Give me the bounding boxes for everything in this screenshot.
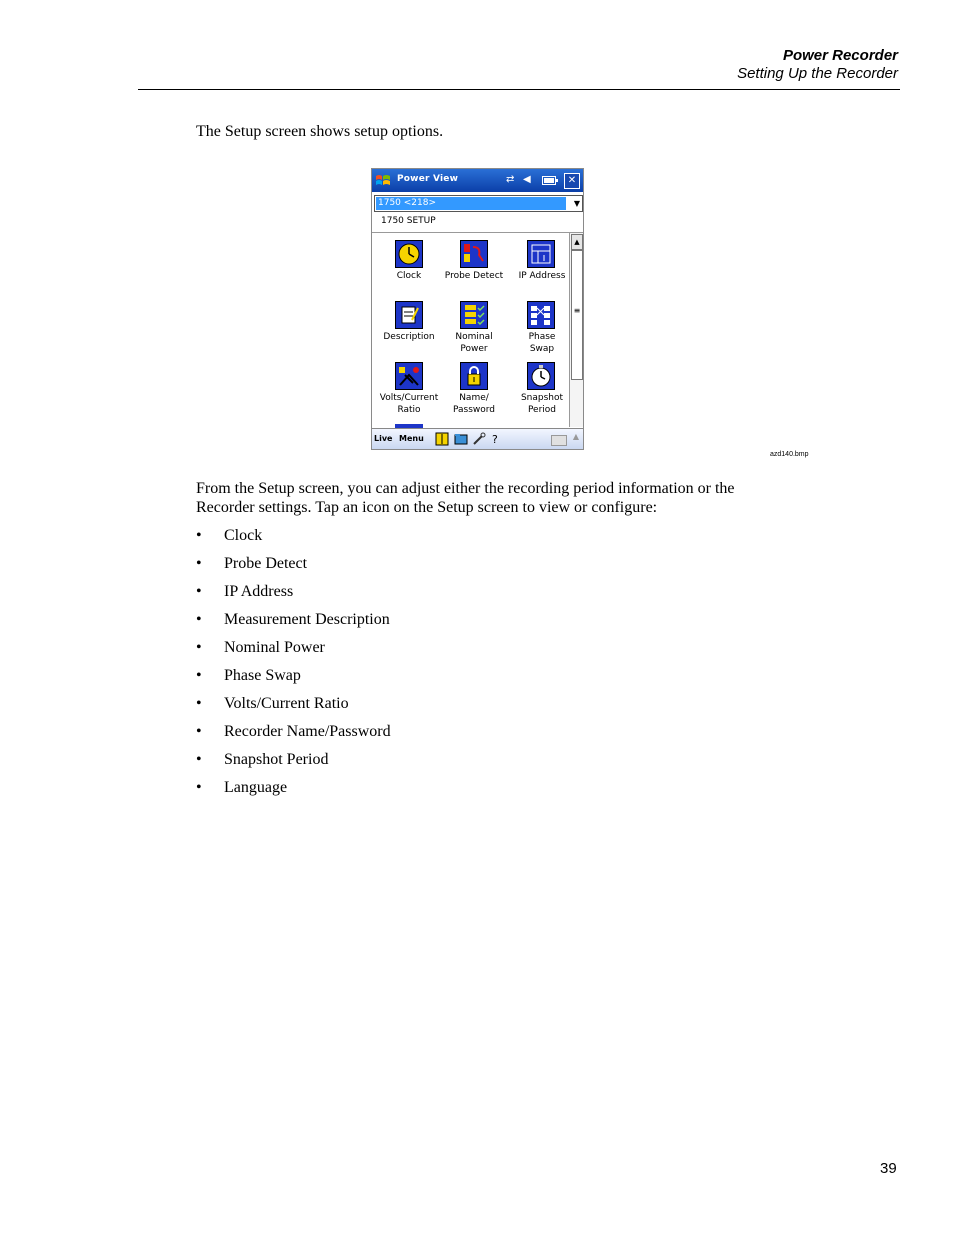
scrollbar[interactable] bbox=[569, 233, 583, 427]
volts-current-ratio-icon bbox=[395, 362, 423, 390]
header-title: Power Recorder bbox=[782, 47, 898, 64]
chevron-down-icon[interactable]: ▼ bbox=[573, 199, 580, 208]
tile-phase-swap[interactable] bbox=[510, 300, 574, 356]
tile-clock[interactable] bbox=[376, 239, 442, 287]
tools-icon[interactable] bbox=[472, 432, 486, 446]
app-title: Power View bbox=[397, 174, 459, 184]
tile-label: Name/ Password bbox=[452, 393, 496, 415]
tile-label: Description bbox=[383, 332, 435, 342]
probe-detect-icon bbox=[460, 240, 488, 268]
clock-icon bbox=[395, 240, 423, 268]
help-icon[interactable] bbox=[489, 432, 503, 446]
bullet: • bbox=[196, 527, 202, 544]
svg-text:?: ? bbox=[492, 433, 498, 446]
dropdown-value: 1750 <218> bbox=[376, 197, 566, 210]
tile-name-password[interactable] bbox=[438, 361, 510, 417]
softkey-live[interactable]: Live bbox=[374, 434, 393, 443]
description-icon bbox=[395, 301, 423, 329]
chevron-up-icon[interactable]: ▲ bbox=[572, 432, 579, 441]
bullet: • bbox=[196, 779, 202, 796]
phase-swap-icon bbox=[527, 301, 555, 329]
device-screenshot bbox=[371, 168, 584, 450]
bullet: • bbox=[196, 695, 202, 712]
tile-label: Probe Detect bbox=[444, 271, 504, 281]
tile-nominal-power[interactable] bbox=[438, 300, 510, 356]
name-password-icon bbox=[460, 362, 488, 390]
page-number: 39 bbox=[880, 1160, 897, 1177]
snapshot-period-icon bbox=[527, 362, 555, 390]
bottom-bar bbox=[372, 428, 583, 450]
softkey-menu[interactable]: Menu bbox=[399, 434, 424, 443]
speaker-icon[interactable]: ◀ bbox=[523, 174, 531, 185]
folder-icon[interactable] bbox=[454, 432, 468, 446]
keyboard-icon[interactable] bbox=[551, 435, 567, 446]
tile-ip-address[interactable] bbox=[510, 239, 574, 287]
bullet: • bbox=[196, 667, 202, 684]
windows-start-icon[interactable] bbox=[375, 173, 391, 188]
tile-snapshot-period[interactable] bbox=[510, 361, 574, 417]
battery-icon[interactable] bbox=[542, 176, 558, 185]
tile-label: Volts/Current Ratio bbox=[379, 393, 439, 415]
bullet: • bbox=[196, 583, 202, 600]
scrollbar-thumb[interactable] bbox=[571, 250, 583, 380]
nominal-power-icon bbox=[460, 301, 488, 329]
tile-label: Phase Swap bbox=[528, 332, 556, 354]
scroll-up-arrow-icon[interactable]: ▲ bbox=[571, 234, 583, 250]
recorder-dropdown[interactable] bbox=[374, 195, 583, 212]
tile-label: Nominal Power bbox=[455, 332, 493, 354]
header-subtitle: Setting Up the Recorder bbox=[737, 65, 898, 82]
figure-caption: azd140.bmp bbox=[770, 451, 809, 458]
tile-volts-current-ratio[interactable] bbox=[376, 361, 442, 417]
body-paragraph: From the Setup screen, you can adjust either the recording period information or the Recorder settings. Tap an icon on the Setup screen to view or configure: bbox=[196, 480, 735, 516]
bullet: • bbox=[196, 723, 202, 740]
bullet: • bbox=[196, 611, 202, 628]
tile-label: IP Address bbox=[518, 271, 566, 281]
separator bbox=[372, 232, 583, 233]
tile-label: Clock bbox=[396, 271, 422, 281]
connectivity-icon[interactable]: ⇄ bbox=[506, 174, 515, 185]
title-bar bbox=[372, 169, 583, 192]
ip-address-icon bbox=[527, 240, 555, 268]
bullet: • bbox=[196, 555, 202, 572]
meter-icon[interactable] bbox=[435, 432, 449, 446]
section-label: 1750 SETUP bbox=[381, 216, 436, 226]
grip-icon: ≡ bbox=[573, 306, 581, 315]
tile-label: Snapshot Period bbox=[520, 393, 564, 415]
intro-paragraph: The Setup screen shows setup options. bbox=[196, 123, 444, 140]
close-button[interactable]: ✕ bbox=[564, 173, 580, 189]
header-rule bbox=[138, 89, 900, 90]
tile-description[interactable] bbox=[376, 300, 442, 356]
tile-probe-detect[interactable] bbox=[438, 239, 510, 287]
bullet: • bbox=[196, 639, 202, 656]
bullet: • bbox=[196, 751, 202, 768]
